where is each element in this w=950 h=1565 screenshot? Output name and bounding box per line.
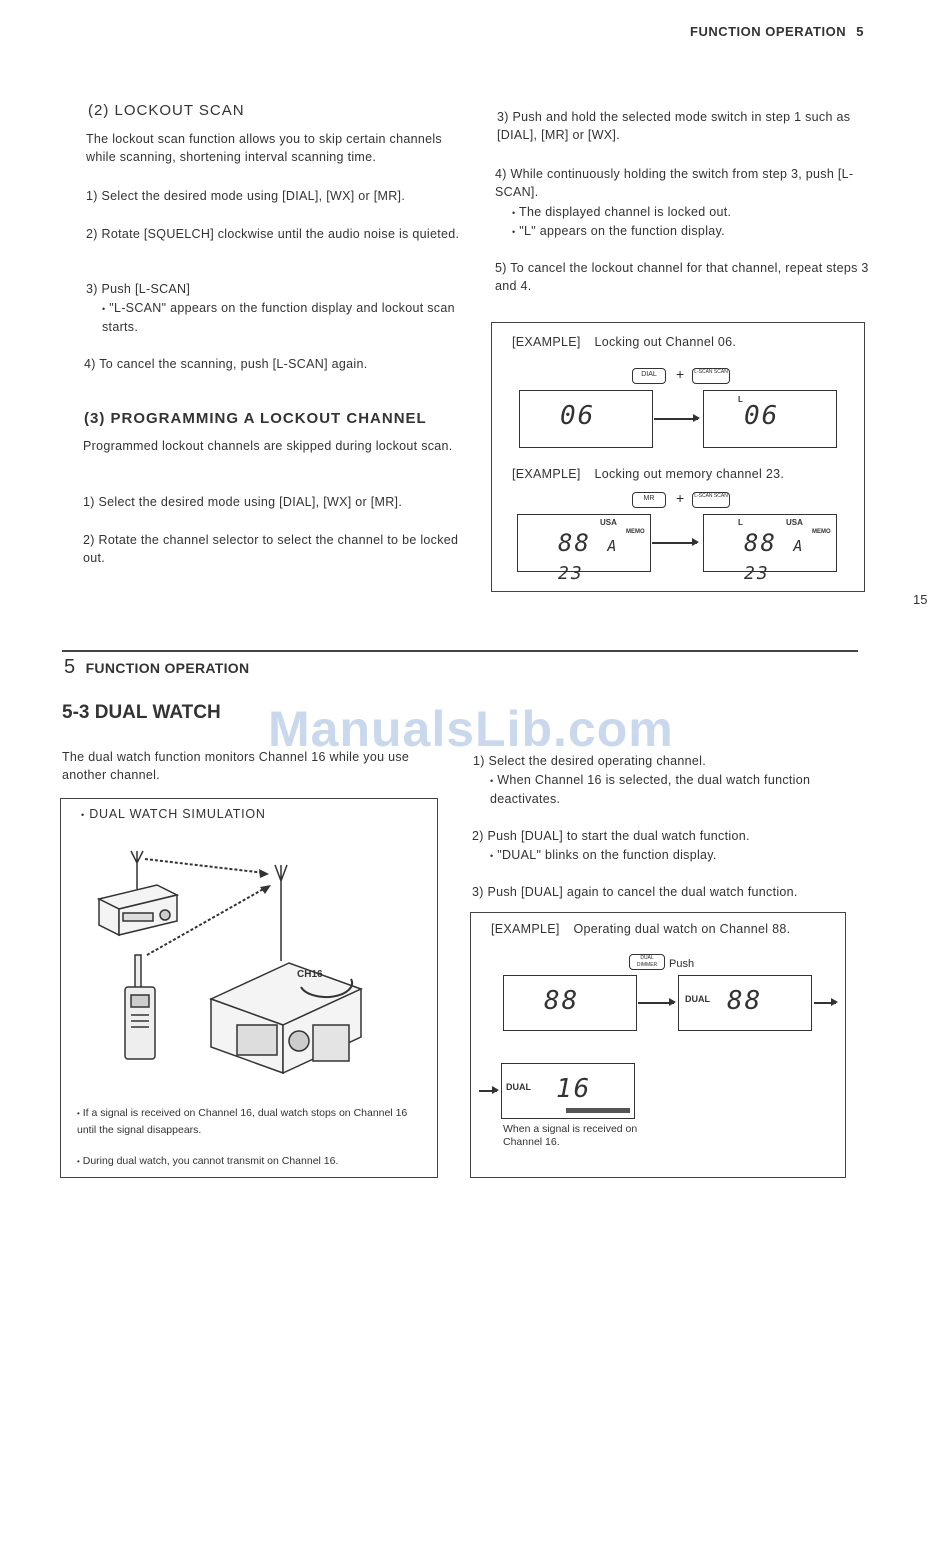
lockout-step-4: 4) To cancel the scanning, push [L-SCAN] again. <box>84 357 368 371</box>
example-2-caption <box>512 465 784 483</box>
simulation-note-1-text: If a signal is received on Channel 16, dual watch stops on Channel 16 until the signal disappears. <box>77 1107 408 1136</box>
dual-step-1-note: • When Channel 16 is selected, the dual watch function deactivates. <box>490 773 811 806</box>
lcd-after-1-digits: 06 <box>744 401 780 431</box>
lcd-before-1 <box>519 390 653 448</box>
dual-watch-intro: The dual watch function monitors Channel 16 while you use another channel. <box>62 750 410 782</box>
dual-example-text: Operating dual watch on Channel 88. <box>573 922 791 936</box>
base-station-icon <box>99 885 177 935</box>
dual-example-caption <box>491 920 790 938</box>
mr-key: MR <box>632 492 666 508</box>
dual-lcd-3 <box>501 1063 635 1119</box>
arrow-2 <box>652 542 697 544</box>
example-1-caption <box>512 333 736 351</box>
page-header-num: 5 <box>856 24 864 39</box>
example-2-text: Locking out memory channel 23. <box>594 467 785 481</box>
lcd-before-2-memo: MEMO <box>626 529 645 535</box>
example-2-label: [EXAMPLE] <box>512 467 581 481</box>
lcd-before-2 <box>517 514 651 584</box>
section-title: FUNCTION OPERATION <box>85 660 250 676</box>
lcd-after-2 <box>703 514 837 584</box>
arrow-1 <box>654 418 698 420</box>
dual-step-2-note-text: "DUAL" blinks on the function display. <box>497 848 717 862</box>
lcd-after-2-usa: USA <box>786 518 803 527</box>
handheld-radio-icon <box>125 955 155 1059</box>
lockout-step-3-note: • "L-SCAN" appears on the function display and lockout scan starts. <box>102 301 455 334</box>
dual-step-1-note-text: When Channel 16 is selected, the dual watch function deactivates. <box>490 773 811 806</box>
receiver-antenna-icon <box>275 865 287 961</box>
signal-bar <box>566 1108 630 1113</box>
simulation-note-1: • If a signal is received on Channel 16, dual watch stops on Channel 16 until the signal disappears. <box>77 1107 408 1136</box>
simulation-note-2: • During dual watch, you cannot transmit on Channel 16. <box>77 1155 339 1167</box>
plus-sign-2: + <box>676 490 685 506</box>
programming-step-3: 3) Push and hold the selected mode switch in step 1 such as [DIAL], [MR] or [WX]. <box>497 110 851 142</box>
push-label: Push <box>669 958 695 970</box>
lockout-step-1: 1) Select the desired mode using [DIAL], [WX] or [MR]. <box>86 189 406 203</box>
programming-step-4-note-1-text: The displayed channel is locked out. <box>519 205 732 219</box>
dual-key: DUAL DIMMER <box>629 954 665 970</box>
dual-lcd-1 <box>503 975 637 1031</box>
dual-step-3: 3) Push [DUAL] again to cancel the dual watch function. <box>472 885 798 899</box>
section-heading <box>64 656 249 679</box>
programming-step-5: 5) To cancel the lockout channel for that channel, repeat steps 3 and 4. <box>495 261 869 293</box>
programming-step-4: 4) While continuously holding the switch from step 3, push [L-SCAN]. <box>495 167 854 199</box>
lcd-after-1 <box>703 390 837 448</box>
programming-step-1: 1) Select the desired mode using [DIAL], [WX] or [MR]. <box>83 495 403 509</box>
lockout-step-3: 3) Push [L-SCAN] <box>86 282 191 296</box>
dual-lcd-1-digits: 88 <box>544 986 580 1016</box>
lockout-scan-intro: The lockout scan function allows you to skip certain channels while scanning, shortening interval scanning time. <box>86 132 442 164</box>
programming-heading: (3) PROGRAMMING A LOCKOUT CHANNEL <box>84 410 427 427</box>
dual-example-box <box>470 912 846 1178</box>
lockout-step-2: 2) Rotate [SQUELCH] clockwise until the audio noise is quieted. <box>86 227 460 241</box>
dual-lcd-3-caption: When a signal is received on Channel 16. <box>503 1123 638 1148</box>
lcd-before-2-usa: USA <box>600 518 617 527</box>
lcd-before-2-big: 88 <box>558 529 591 557</box>
watermark: ManualsLib.com <box>268 701 674 757</box>
dual-lcd-3-digits: 16 <box>556 1074 592 1104</box>
programming-intro: Programmed lockout channels are skipped during lockout scan. <box>83 439 453 453</box>
dual-step-2-note: • "DUAL" blinks on the function display. <box>490 848 717 862</box>
dial-key: DIAL <box>632 368 666 384</box>
dual-arrow-1 <box>638 1002 674 1004</box>
lscan-key-1: L-SCAN SCAN <box>692 368 730 384</box>
lcd-after-2-memo: MEMO <box>812 529 831 535</box>
example-1-text: Locking out Channel 06. <box>594 335 737 349</box>
lcd-before-2-ch: 23 <box>558 563 584 584</box>
lcd-after-1-L: L <box>738 395 743 404</box>
dual-lcd-2-digits: 88 <box>727 986 763 1016</box>
simulation-note-2-text: During dual watch, you cannot transmit on Channel 16. <box>82 1155 339 1167</box>
programming-step-4-note-1: • The displayed channel is locked out. <box>512 205 732 219</box>
simulation-title: • DUAL WATCH SIMULATION <box>81 807 266 821</box>
ch16-label: CH16 <box>297 969 323 980</box>
dual-watch-illustration <box>61 829 437 1089</box>
dual-step-2: 2) Push [DUAL] to start the dual watch function. <box>472 829 750 843</box>
lcd-after-2-digits <box>744 529 836 585</box>
arrow-head-1 <box>259 869 269 878</box>
dual-lcd-2 <box>678 975 812 1031</box>
base-antenna-icon <box>131 851 143 889</box>
page-header <box>690 24 864 39</box>
lockout-step-3-note-text: "L-SCAN" appears on the function display and lockout scan starts. <box>102 301 455 334</box>
simulation-title-text: DUAL WATCH SIMULATION <box>89 807 266 821</box>
lcd-after-2-ch: 23 <box>744 563 770 584</box>
lscan-key-2: L-SCAN SCAN <box>692 492 730 508</box>
programming-step-4-note-2: • "L" appears on the function display. <box>512 224 725 238</box>
dual-lcd-3-tag: DUAL <box>506 1082 531 1092</box>
lcd-before-1-digits: 06 <box>560 401 596 431</box>
dual-arrow-2 <box>814 1002 836 1004</box>
lockout-example-box <box>491 322 865 592</box>
dual-watch-subhead: 5-3 DUAL WATCH <box>62 702 221 723</box>
lockout-scan-heading: (2) LOCKOUT SCAN <box>88 102 245 119</box>
dual-lcd-2-tag: DUAL <box>685 994 710 1004</box>
dual-arrow-3 <box>479 1090 497 1092</box>
lcd-before-2-A: A <box>607 537 619 555</box>
plus-sign-1: + <box>676 366 685 382</box>
dual-step-1: 1) Select the desired operating channel. <box>473 754 706 768</box>
example-1-label: [EXAMPLE] <box>512 335 581 349</box>
page-header-text: FUNCTION OPERATION <box>690 24 847 39</box>
page-number: 15 <box>913 592 928 607</box>
lcd-before-2-digits <box>558 529 650 585</box>
dual-example-label: [EXAMPLE] <box>491 922 560 936</box>
programming-step-4-note-2-text: "L" appears on the function display. <box>519 224 725 238</box>
section-num: 5 <box>64 656 76 678</box>
lcd-after-2-A: A <box>793 537 805 555</box>
lcd-after-2-L: L <box>738 518 743 527</box>
page-divider <box>62 650 858 652</box>
simulation-box <box>60 798 438 1178</box>
receiver-unit-icon <box>211 963 361 1073</box>
programming-step-2: 2) Rotate the channel selector to select the channel to be locked out. <box>83 533 459 565</box>
lcd-after-2-big: 88 <box>744 529 777 557</box>
